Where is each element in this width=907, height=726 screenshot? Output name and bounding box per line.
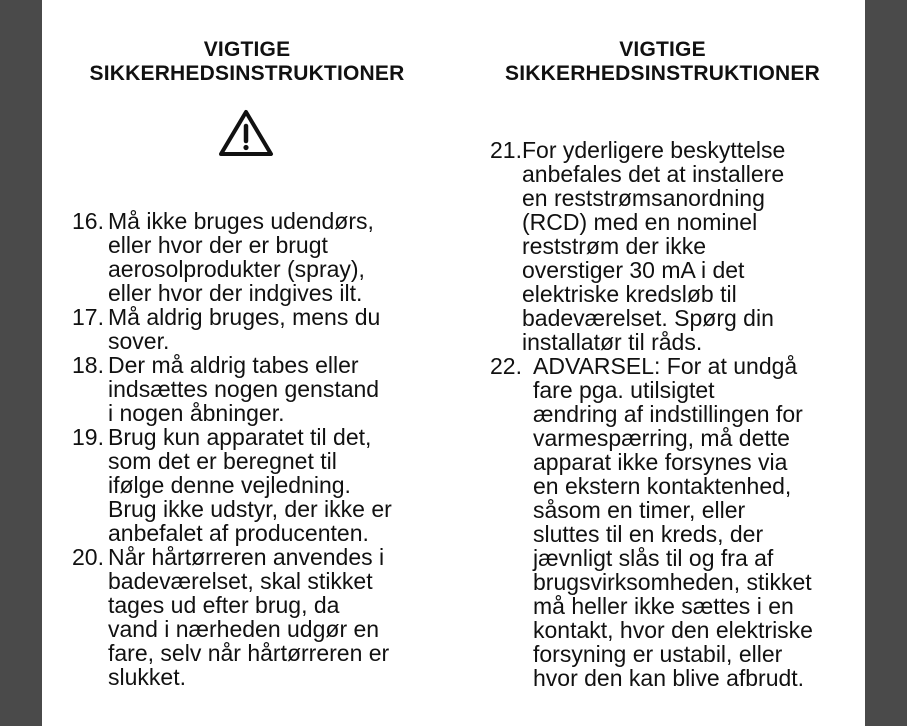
instruction-line: Brug kun apparatet til det, (108, 424, 372, 450)
instruction-text (108, 209, 452, 305)
instruction-line: elektriske kredsløb til (522, 281, 737, 307)
instruction-line: eller hvor der er brugt (108, 232, 328, 258)
instruction-line: ændring af indstillingen for (533, 401, 803, 427)
instruction-line: varmespærring, må dette (533, 425, 790, 451)
left-title-line2: SIKKERHEDSINSTRUKTIONER (89, 62, 405, 85)
instruction-item (42, 209, 452, 305)
instruction-line: aerosolprodukter (spray), (108, 256, 365, 282)
instruction-line: ifølge denne vejledning. (108, 472, 351, 498)
instruction-line: hvor den kan blive afbrudt. (533, 665, 805, 691)
instruction-line: fare pga. utilsigtet (533, 377, 715, 403)
manual-page (42, 0, 865, 726)
right-instruction-list (460, 138, 865, 690)
instruction-line: fare, selv når hårtørreren er (108, 640, 390, 666)
instruction-number: 22. (490, 353, 522, 379)
right-title (460, 38, 865, 86)
instruction-number: 17. (72, 304, 104, 330)
instruction-line: ADVARSEL: For at undgå (533, 353, 798, 379)
instruction-line: vand i nærheden udgør en (108, 616, 380, 642)
warning-triangle-icon (218, 108, 274, 158)
instruction-line: en reststrømsanordning (522, 185, 765, 211)
instruction-text (108, 305, 452, 353)
instruction-line: slukket. (108, 664, 186, 690)
instruction-line: må heller ikke sættes i en (533, 593, 794, 619)
instruction-item (42, 545, 452, 689)
instruction-line: indsættes nogen genstand (108, 376, 380, 402)
right-title-line1: VIGTIGE (619, 38, 706, 61)
instruction-line: For yderligere beskyttelse (522, 137, 786, 163)
instruction-text (522, 138, 865, 354)
instruction-item (460, 354, 865, 690)
instruction-line: i nogen åbninger. (108, 400, 285, 426)
instruction-number: 19. (72, 424, 104, 450)
instruction-line: anbefalet af producenten. (108, 520, 369, 546)
instruction-line: Der må aldrig tabes eller (108, 352, 359, 378)
left-instruction-list (42, 209, 452, 689)
instruction-line: Må ikke bruges udendørs, (108, 208, 374, 234)
instruction-line: sover. (108, 328, 170, 354)
instruction-text (108, 353, 452, 425)
instruction-line: anbefales det at installere (522, 161, 785, 187)
instruction-line: apparat ikke forsynes via (533, 449, 788, 475)
instruction-line: sluttes til en kreds, der (533, 521, 764, 547)
instruction-line: som det er beregnet til (108, 448, 337, 474)
instruction-item (42, 425, 452, 545)
instruction-text (533, 354, 865, 690)
left-title (42, 38, 452, 86)
instruction-line: Når hårtørreren anvendes i (108, 544, 385, 570)
instruction-line: installatør til råds. (522, 329, 703, 355)
instruction-item (42, 353, 452, 425)
instruction-line: såsom en timer, eller (533, 497, 746, 523)
instruction-number: 21. (490, 137, 522, 163)
instruction-line: badeværelset. Spørg din (522, 305, 774, 331)
instruction-number: 20. (72, 544, 104, 570)
instruction-line: jævnligt slås til og fra af (533, 545, 774, 571)
instruction-number: 18. (72, 352, 104, 378)
instruction-item (460, 138, 865, 354)
instruction-line: (RCD) med en nominel (522, 209, 758, 235)
instruction-line: tages ud efter brug, da (108, 592, 340, 618)
instruction-line: badeværelset, skal stikket (108, 568, 373, 594)
instruction-item (42, 305, 452, 353)
right-title-line2: SIKKERHEDSINSTRUKTIONER (505, 62, 820, 85)
instruction-line: Brug ikke udstyr, der ikke er (108, 496, 392, 522)
instruction-line: forsyning er ustabil, eller (533, 641, 783, 667)
instruction-line: kontakt, hvor den elektriske (533, 617, 813, 643)
instruction-line: eller hvor der indgives ilt. (108, 280, 363, 306)
instruction-line: Må aldrig bruges, mens du (108, 304, 381, 330)
instruction-text (108, 545, 452, 689)
instruction-line: en ekstern kontaktenhed, (533, 473, 792, 499)
instruction-line: reststrøm der ikke (522, 233, 707, 259)
instruction-number: 16. (72, 208, 104, 234)
left-title-line1: VIGTIGE (203, 38, 291, 61)
instruction-line: overstiger 30 mA i det (522, 257, 745, 283)
instruction-text (108, 425, 452, 545)
instruction-line: brugsvirksomheden, stikket (533, 569, 812, 595)
